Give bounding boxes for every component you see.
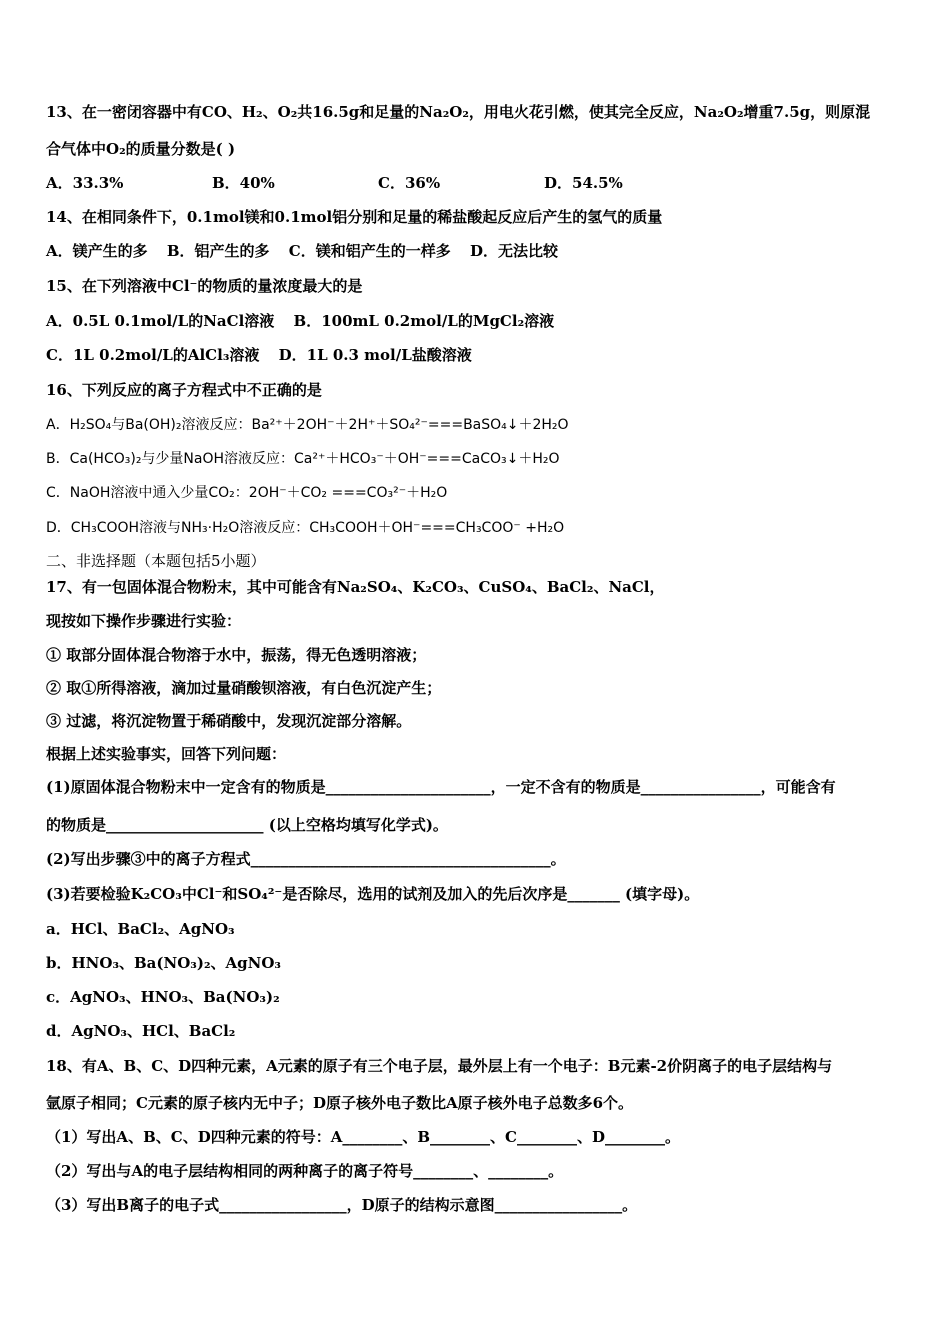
q17-step-2: ② 取①所得溶液，滴加过量硝酸钡溶液，有白色沉淀产生；: [46, 679, 442, 697]
q17-step-1: ① 取部分固体混合物溶于水中，振荡，得无色透明溶液；: [46, 646, 427, 664]
q13-option-a: A．33.3%: [46, 174, 124, 192]
q13-option-c: C．36%: [378, 174, 441, 192]
q17-option-d: d．AgNO₃、HCl、BaCl₂: [46, 1022, 236, 1040]
q13-options: [46, 172, 910, 194]
q16-option-d: D．CH₃COOH溶液与NH₃·H₂O溶液反应：CH₃COOH＋OH⁻===CH₃COO⁻ +H₂O: [46, 520, 565, 536]
q17-part3: (3)若要检验K₂CO₃中Cl⁻和SO₄²⁻是否除尽，选用的试剂及加入的先后次序是_______ (填字母)。: [46, 885, 700, 903]
q14-option-c: C．镁和铝产生的一样多: [288, 242, 451, 260]
q16-stem: 16、下列反应的离子方程式中不正确的是: [46, 381, 322, 399]
q15-option-b: B．100mL 0.2mol/L的MgCl₂溶液: [293, 312, 555, 330]
q15-option-a: A．0.5L 0.1mol/L的NaCl溶液: [46, 312, 275, 330]
q15-options-row1: [46, 310, 910, 332]
q13-stem-line1: 13、在一密闭容器中有CO、H₂、O₂共16.5g和足量的Na₂O₂，用电火花引燃，使其完全反应，Na₂O₂增重7.5g，则原混: [46, 103, 871, 121]
q16-option-c: C．NaOH溶液中通入少量CO₂：2OH⁻＋CO₂ ===CO₃²⁻＋H₂O: [46, 485, 448, 501]
q13-stem-line2: 合气体中O₂的质量分数是( ): [46, 140, 236, 158]
q17-part2: (2)写出步骤③中的离子方程式________________________________________。: [46, 850, 566, 868]
q17-stem-line2: 现按如下操作步骤进行实验：: [46, 612, 242, 630]
q17-part1-line1: (1)原固体混合物粉末中一定含有的物质是______________________，一定不含有的物质是________________，可能含有: [46, 778, 836, 796]
q17-part1-line2: 的物质是_____________________ (以上空格均填写化学式)。: [46, 816, 448, 834]
q17-option-b: b．HNO₃、Ba(NO₃)₂、AgNO₃: [46, 954, 281, 972]
q17-option-c: c．AgNO₃、HNO₃、Ba(NO₃)₂: [46, 988, 280, 1006]
q16-option-b: B．Ca(HCO₃)₂与少量NaOH溶液反应：Ca²⁺＋HCO₃⁻＋OH⁻===CaCO₃↓＋H₂O: [46, 451, 560, 467]
q17-ask: 根据上述实验事实，回答下列问题：: [46, 745, 287, 763]
q17-stem-line1: 17、有一包固体混合物粉末，其中可能含有Na₂SO₄、K₂CO₃、CuSO₄、BaCl₂、NaCl，: [46, 578, 665, 596]
q15-option-c: C．1L 0.2mol/L的AlCl₃溶液: [46, 346, 260, 364]
section-heading: 二、非选择题（本题包括5小题）: [46, 552, 266, 570]
q14-stem: 14、在相同条件下，0.1mol镁和0.1mol铝分别和足量的稀盐酸起反应后产生的氢气的质量: [46, 208, 663, 226]
q16-option-a: A．H₂SO₄与Ba(OH)₂溶液反应：Ba²⁺＋2OH⁻＋2H⁺＋SO₄²⁻===BaSO₄↓＋2H₂O: [46, 417, 569, 433]
q15-options-row2: [46, 344, 910, 366]
q14-option-a: A．镁产生的多: [46, 242, 148, 260]
q17-step-3: ③ 过滤，将沉淀物置于稀硝酸中，发现沉淀部分溶解。: [46, 712, 412, 730]
q15-option-d: D．1L 0.3 mol/L盐酸溶液: [278, 346, 472, 364]
q14-option-b: B．铝产生的多: [166, 242, 270, 260]
q17-option-a: a．HCl、BaCl₂、AgNO₃: [46, 920, 235, 938]
q18-stem-line2: 氩原子相同；C元素的原子核内无中子；D原子核外电子数比A原子核外电子总数多6个。: [46, 1094, 634, 1112]
q14-options: [46, 240, 910, 262]
q18-stem-line1: 18、有A、B、C、D四种元素，A元素的原子有三个电子层，最外层上有一个电子：B元素-2价阴离子的电子层结构与: [46, 1057, 833, 1075]
q15-stem: 15、在下列溶液中Cl⁻的物质的量浓度最大的是: [46, 277, 363, 295]
q18-part1: （1）写出A、B、C、D四种元素的符号：A________、B________、C________、D________。: [46, 1128, 680, 1146]
q18-part3: （3）写出B离子的电子式_________________，D原子的结构示意图_________________。: [46, 1196, 638, 1214]
q13-option-d: D．54.5%: [544, 174, 623, 192]
q13-option-b: B．40%: [212, 174, 275, 192]
q18-part2: （2）写出与A的电子层结构相同的两种离子的离子符号________、________。: [46, 1162, 564, 1180]
q14-option-d: D．无法比较: [469, 242, 558, 260]
